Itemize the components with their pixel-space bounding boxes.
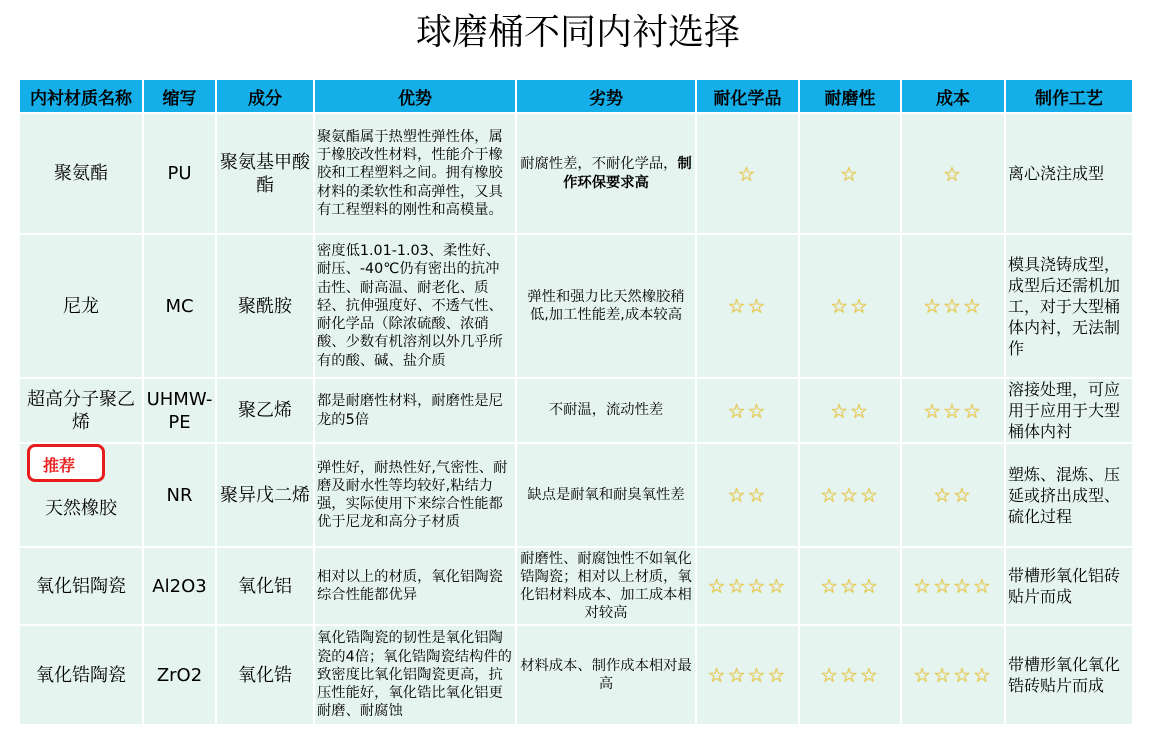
recommended-badge (27, 444, 105, 482)
material-abbr: UHMW-PE (143, 378, 216, 443)
process-text: 模具浇铸成型，成型后还需机加工，对于大型桶体内衬，无法制作 (1005, 234, 1133, 378)
material-abbr: Al2O3 (143, 547, 216, 625)
cost-rating-stars: ☆☆☆☆ (901, 547, 1005, 625)
advantages-text: 氧化锆陶瓷的韧性是氧化铝陶瓷的4倍；氧化锆陶瓷结构件的致密度比氧化铝陶瓷更高，抗压性能好，氧化锆比氧化铝更耐磨、耐腐蚀 (317, 630, 512, 720)
recommended-badge-label: 推荐 (43, 456, 76, 475)
material-name: 氧化锆陶瓷 (19, 625, 143, 725)
material-name: 超高分子聚乙烯 (19, 378, 143, 443)
table-row (19, 625, 1133, 725)
disadvantages-cell (516, 378, 696, 443)
material-composition: 聚乙烯 (216, 378, 314, 443)
header-process: 制作工艺 (1005, 79, 1133, 113)
header-advantages: 优势 (314, 79, 516, 113)
chemical-rating-stars: ☆ (696, 113, 799, 234)
material-name-text: 天然橡胶 (45, 497, 117, 519)
disadvantages-text: 缺点是耐氧和耐臭氧性差 (527, 486, 685, 503)
advantages-cell (314, 547, 516, 625)
table-row (19, 378, 1133, 443)
wear-rating-stars: ☆ (799, 113, 901, 234)
material-composition: 聚酰胺 (216, 234, 314, 378)
table-row (19, 443, 1133, 547)
disadvantages-cell (516, 113, 696, 234)
header-disadvantages: 劣势 (516, 79, 696, 113)
chemical-rating-stars: ☆☆☆☆ (696, 625, 799, 725)
process-text: 带槽形氧化氧化锆砖贴片而成 (1005, 625, 1133, 725)
advantages-text: 都是耐磨性材料，耐磨性是尼龙的5倍 (317, 393, 503, 428)
wear-rating-stars: ☆☆☆ (799, 625, 901, 725)
advantages-cell (314, 625, 516, 725)
cost-rating-stars: ☆☆ (901, 443, 1005, 547)
page-title: 球磨桶不同内衬选择 (415, 12, 740, 53)
lining-comparison-table (18, 78, 1134, 726)
material-name: 聚氨酯 (19, 113, 143, 234)
table-row (19, 234, 1133, 378)
material-abbr: PU (143, 113, 216, 234)
disadvantages-text: 弹性和强力比天然橡胶稍低,加工性能差,成本较高 (527, 288, 685, 323)
process-text: 带槽形氧化铝砖贴片而成 (1005, 547, 1133, 625)
wear-rating-stars: ☆☆ (799, 234, 901, 378)
material-composition: 聚异戊二烯 (216, 443, 314, 547)
header-cost: 成本 (901, 79, 1005, 113)
header-row (19, 79, 1133, 113)
cost-rating-stars: ☆☆☆☆ (901, 625, 1005, 725)
disadvantages-text: 耐腐性差，不耐化学品， (520, 156, 678, 173)
advantages-cell (314, 443, 516, 547)
cost-rating-stars: ☆ (901, 113, 1005, 234)
disadvantages-text: 耐磨性、耐腐蚀性不如氧化锆陶瓷；相对以上材质，氧化铝材料成本、加工成本相对较高 (520, 550, 692, 622)
header-chemical-resistance: 耐化学品 (696, 79, 799, 113)
advantages-text: 聚氨酯属于热塑性弹性体，属于橡胶改性材料，性能介于橡胶和工程塑料之间。拥有橡胶材料的柔软性和高弹性，又具有工程塑料的刚性和高模量。 (317, 128, 503, 218)
disadvantages-cell (516, 547, 696, 625)
disadvantages-cell (516, 625, 696, 725)
table-row (19, 547, 1133, 625)
disadvantages-bold-text: 制作环保要求高 (563, 156, 692, 191)
disadvantages-text: 不耐温，流动性差 (548, 402, 664, 419)
chemical-rating-stars: ☆☆☆☆ (696, 547, 799, 625)
wear-rating-stars: ☆☆☆ (799, 547, 901, 625)
cost-rating-stars: ☆☆☆ (901, 378, 1005, 443)
material-abbr: NR (143, 443, 216, 547)
advantages-cell (314, 378, 516, 443)
header-composition: 成分 (216, 79, 314, 113)
material-name: 氧化铝陶瓷 (19, 547, 143, 625)
advantages-text: 弹性好，耐热性好,气密性、耐磨及耐水性等均较好,粘结力强，实际使用下来综合性能都优于尼龙和高分子材质 (317, 459, 508, 531)
advantages-cell (314, 113, 516, 234)
chemical-rating-stars: ☆☆ (696, 443, 799, 547)
process-text: 塑炼、混炼、压延或挤出成型、硫化过程 (1005, 443, 1133, 547)
advantages-text: 相对以上的材质，氧化铝陶瓷综合性能都优异 (317, 568, 503, 603)
chemical-rating-stars: ☆☆ (696, 234, 799, 378)
disadvantages-cell (516, 443, 696, 547)
header-material-name: 内衬材质名称 (19, 79, 143, 113)
process-text: 离心浇注成型 (1005, 113, 1133, 234)
material-composition: 氧化锆 (216, 625, 314, 725)
material-abbr: ZrO2 (143, 625, 216, 725)
wear-rating-stars: ☆☆☆ (799, 443, 901, 547)
material-name: 尼龙 (19, 234, 143, 378)
process-text: 溶接处理，可应用于应用于大型桶体内衬 (1005, 378, 1133, 443)
advantages-text: 密度低1.01-1.03、柔性好、耐压、-40℃仍有密出的抗冲击性、耐高温、耐老化、质轻、抗伸强度好、不透气性、耐化学品（除浓硫酸、浓硝酸、少数有机溶剂以外几乎所有的酸、碱、盐介质 (317, 243, 503, 369)
material-composition: 聚氨基甲酸酯 (216, 113, 314, 234)
wear-rating-stars: ☆☆ (799, 378, 901, 443)
table-row (19, 113, 1133, 234)
material-composition: 氧化铝 (216, 547, 314, 625)
cost-rating-stars: ☆☆☆ (901, 234, 1005, 378)
header-abbreviation: 缩写 (143, 79, 216, 113)
disadvantages-text: 材料成本、制作成本相对最高 (520, 657, 692, 692)
disadvantages-cell (516, 234, 696, 378)
advantages-cell (314, 234, 516, 378)
chemical-rating-stars: ☆☆ (696, 378, 799, 443)
material-abbr: MC (143, 234, 216, 378)
header-wear-resistance: 耐磨性 (799, 79, 901, 113)
